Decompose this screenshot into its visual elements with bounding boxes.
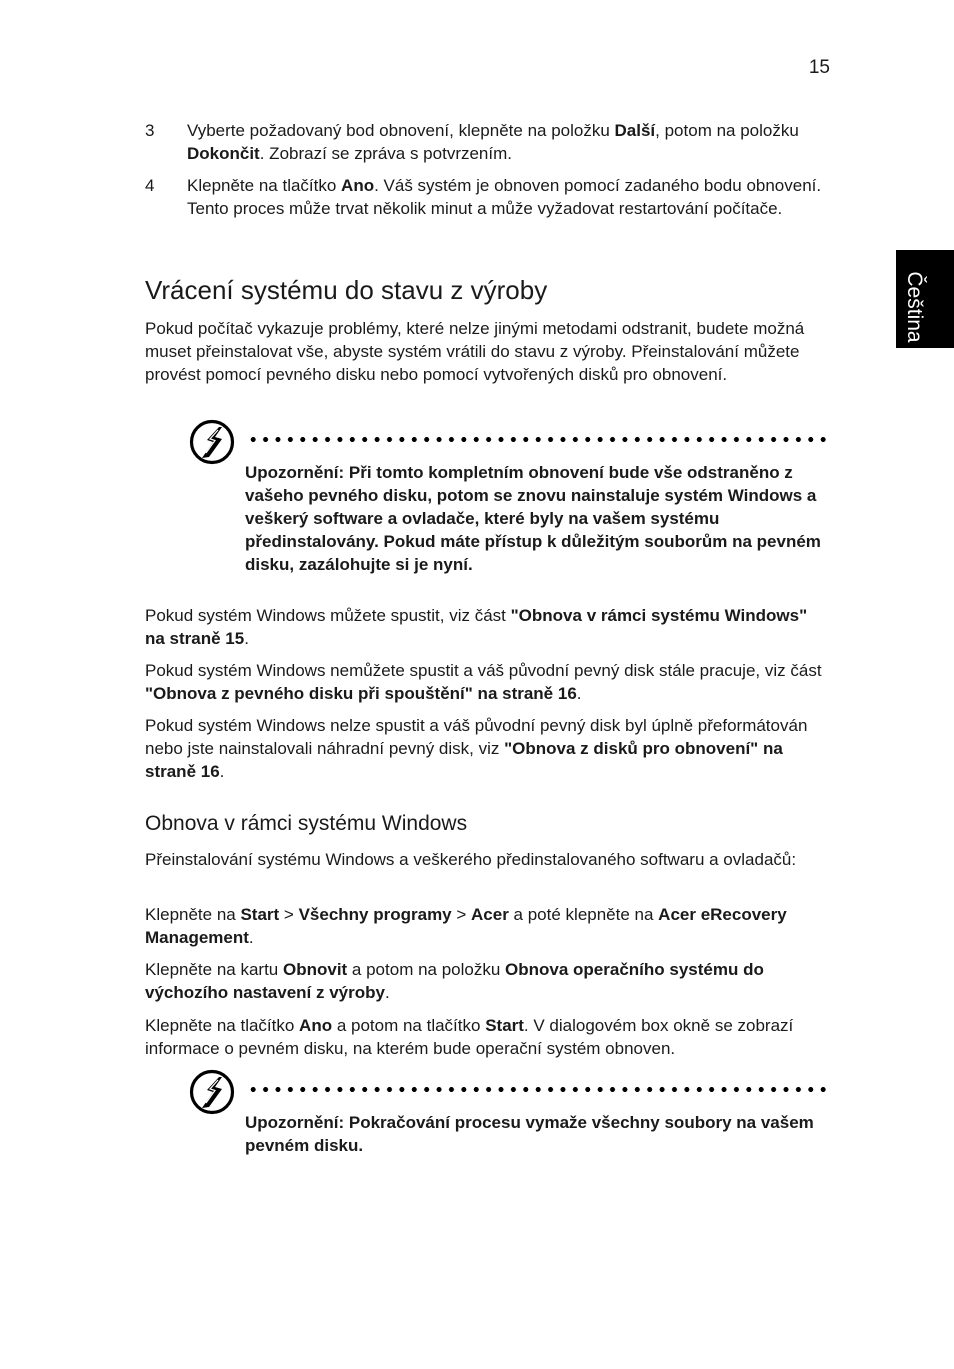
reference-paragraph: Pokud systém Windows nelze spustit a váš původní pevný disk byl úplně přeformátován nebo jste nainstalovali náhradní pevný disk, viz "Obnova z disků pro obnovení" na straně 16. [145,716,808,781]
warning-divider [247,437,831,442]
instruction-paragraph: Klepněte na tlačítko Ano a potom na tlačítko Start. V dialogovém box okně se zobrazí informace o pevném disku, na kterém bude operační systém obnoven. [145,1016,794,1058]
instruction-paragraph: Klepněte na Start > Všechny programy > Acer a poté klepněte na Acer eRecovery Management. [145,905,787,947]
reference-paragraph: Pokud systém Windows můžete spustit, viz část "Obnova v rámci systému Windows" na straně 15. [145,606,808,648]
warning-divider [247,1087,831,1092]
language-tab-label: Čeština [903,271,926,343]
step-text: Vyberte požadovaný bod obnovení, klepněte na položku Další, potom na položku Dokončit. Zobrazí se zpráva s potvrzením. [187,121,799,163]
subsection-heading: Obnova v rámci systému Windows [145,812,468,835]
instruction-paragraph: Klepněte na kartu Obnovit a potom na položku Obnova operačního systému do výchozího nastavení z výroby. [145,960,764,1002]
warning-lightning-icon [188,418,236,466]
reference-paragraph: Pokud systém Windows nemůžete spustit a váš původní pevný disk stále pracuje, viz část "Obnova z pevného disku při spouštění" na straně 16. [145,661,822,703]
step-text: Klepněte na tlačítko Ano. Váš systém je obnoven pomocí zadaného bodu obnovení. Tento proces může trvat několik minut a může vyžadovat restartování počítače. [187,176,822,218]
warning-text: Upozornění: Při tomto kompletním obnovení bude vše odstraněno z vašeho pevného disku, potom se znovu nainstaluje systém Windows a veškerý software a ovladače, které byly na vašem systému předinstalovány. Pokud máte přístup k důležitým souborům na pevném disku, zazálohujte si je nyní. [245,463,821,574]
warning-lightning-icon [188,1068,236,1116]
intro-paragraph: Pokud počítač vykazuje problémy, které nelze jinými metodami odstranit, budete možná muset přeinstalovat vše, abyste systém vrátili do stavu z výroby. Přeinstalování můžete provést pomocí pevného disku nebo pomocí vytvořených disků pro obnovení. [145,319,805,384]
language-tab [896,250,954,348]
windows-intro: Přeinstalování systému Windows a veškerého předinstalovaného softwaru a ovladačů: [145,850,797,869]
page-number: 15 [808,57,830,78]
warning-text: Upozornění: Pokračování procesu vymaže všechny soubory na vašem pevném disku. [245,1113,814,1155]
step-number: 3 [145,121,155,140]
section-heading: Vrácení systému do stavu z výroby [145,275,548,305]
step-number: 4 [145,176,155,195]
